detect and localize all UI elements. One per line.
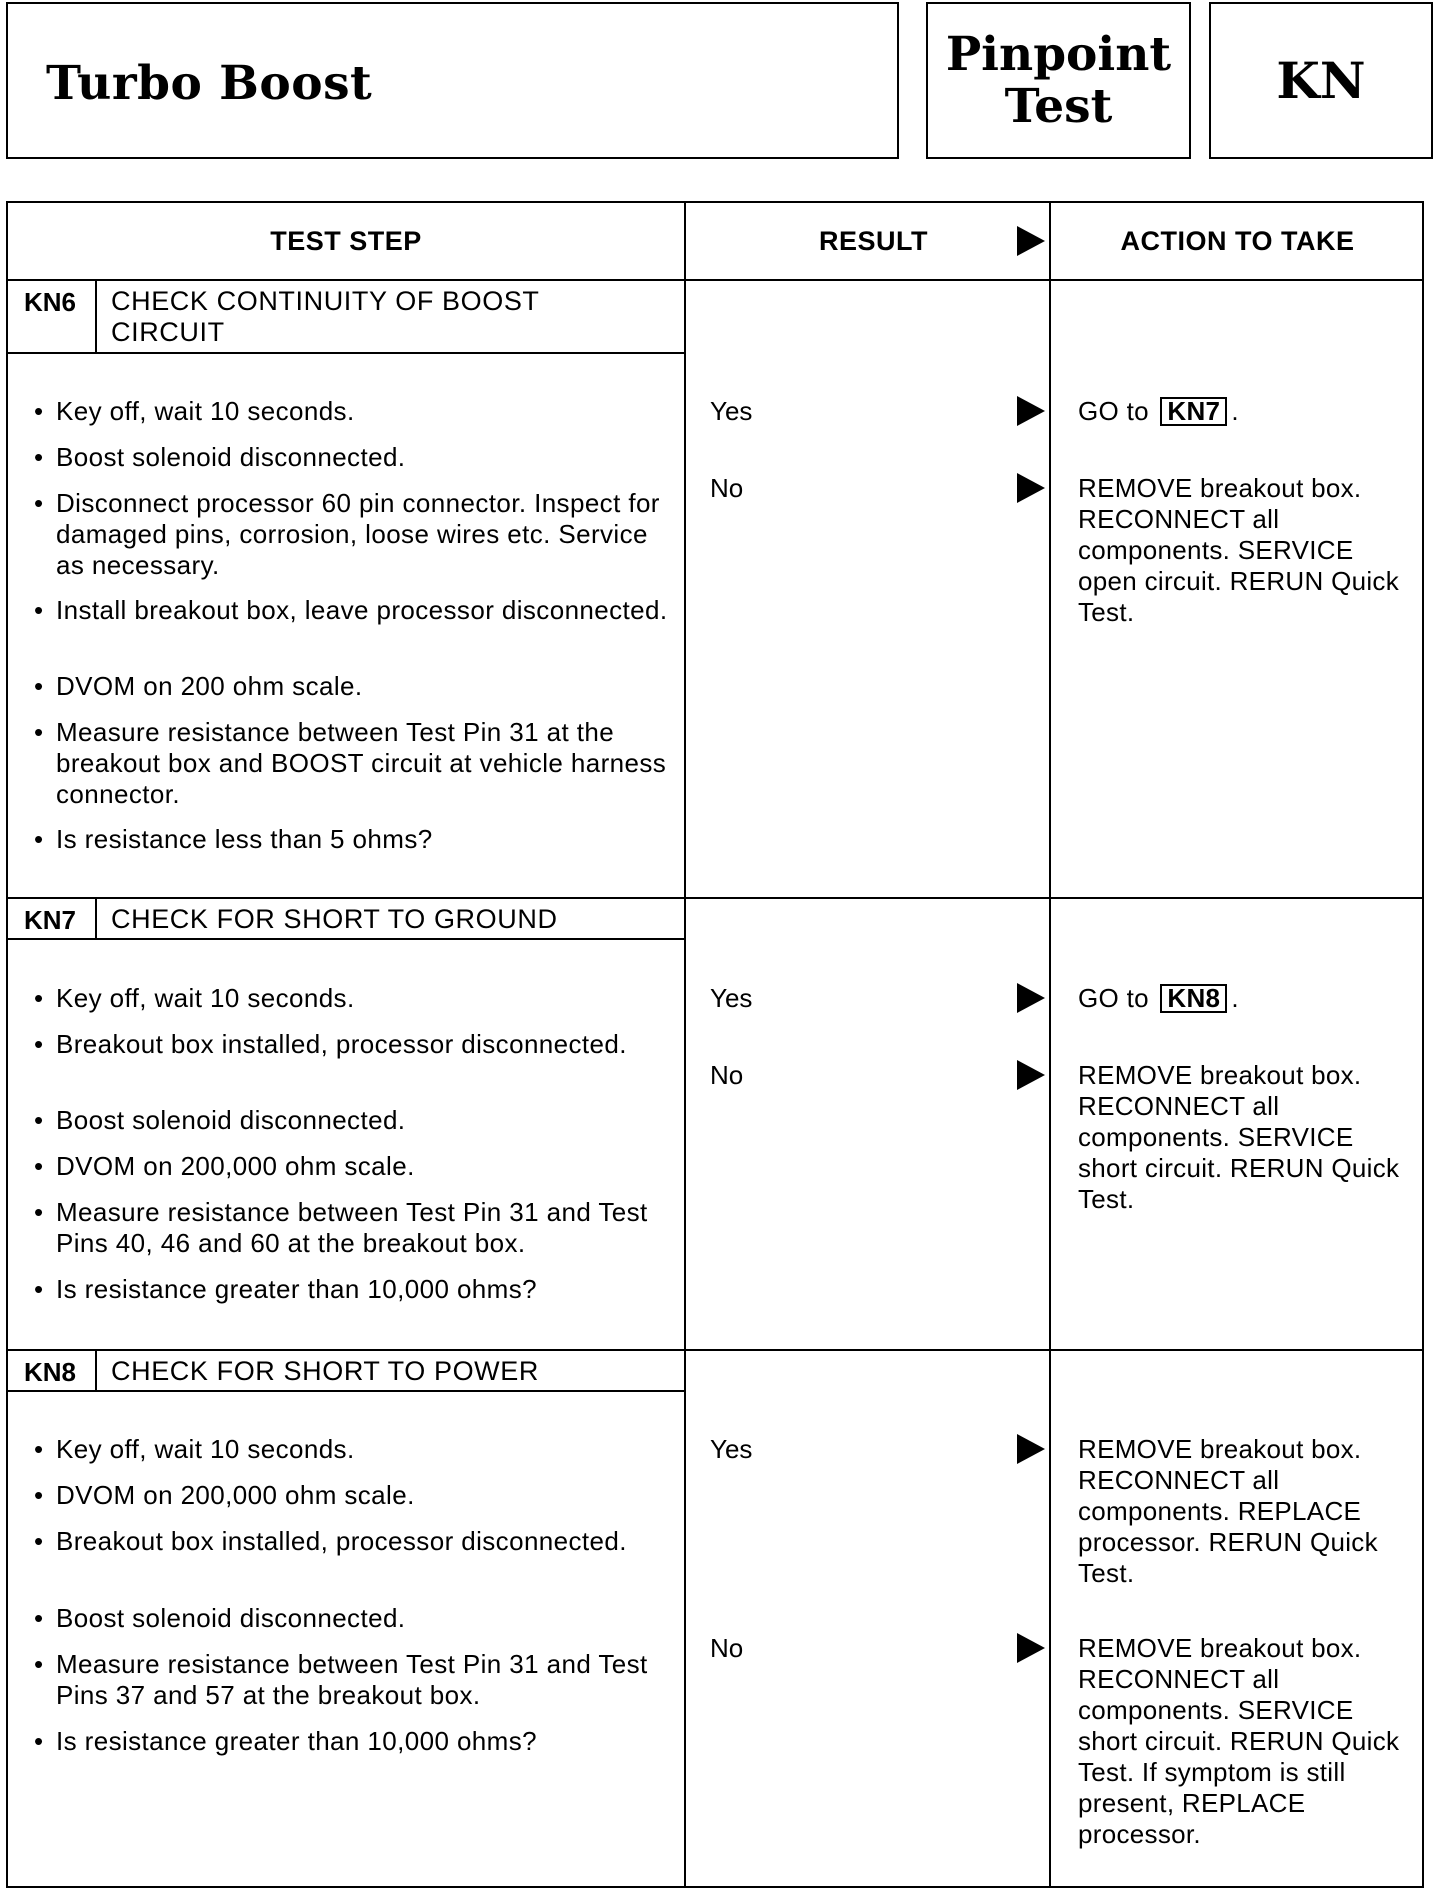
step-bullet: • Disconnect processor 60 pin connector. Inspect for damaged pins, corrosion, loose wires etc. Service as necessary.	[34, 488, 674, 581]
result-yes: Yes	[710, 1434, 753, 1464]
step-id-divider	[95, 1351, 97, 1391]
column-header-action: ACTION TO TAKE	[1120, 225, 1355, 256]
step-bullet: • Boost solenoid disconnected.	[34, 1105, 674, 1136]
action-text: REMOVE breakout box. RECONNECT all components. SERVICE short circuit. RERUN Quick Test.	[1078, 1060, 1400, 1214]
step-title-divider	[8, 938, 684, 940]
step-bullet: • Boost solenoid disconnected.	[34, 442, 674, 473]
action-go-to	[1078, 396, 1418, 427]
result-no: No	[710, 1633, 744, 1663]
page-title: Turbo Boost	[46, 56, 373, 111]
column-divider-2	[1049, 203, 1051, 1886]
step-bullet: • DVOM on 200,000 ohm scale.	[34, 1480, 674, 1511]
result-no: No	[710, 1060, 744, 1090]
step-divider	[8, 897, 1422, 899]
result-yes: Yes	[710, 983, 753, 1013]
step-title-divider	[8, 1390, 684, 1392]
step-id-divider	[95, 281, 97, 353]
step-bullet: • Is resistance greater than 10,000 ohms?	[34, 1726, 674, 1757]
header-divider	[8, 279, 1422, 281]
step-bullet: • Measure resistance between Test Pin 31 and Test Pins 40, 46 and 60 at the breakout box.	[34, 1197, 674, 1259]
arrow-icon	[1017, 983, 1045, 1013]
column-header-test-step: TEST STEP	[270, 225, 422, 256]
pinpoint-test-table	[6, 201, 1424, 1888]
step-bullet: • Boost solenoid disconnected.	[34, 1603, 674, 1634]
arrow-icon	[1017, 473, 1045, 503]
step-bullet: • Measure resistance between Test Pin 31 and Test Pins 37 and 57 at the breakout box.	[34, 1649, 674, 1711]
column-header-result: RESULT	[819, 225, 928, 256]
action-text: REMOVE breakout box. RECONNECT all components. REPLACE processor. RERUN Quick Test.	[1078, 1434, 1378, 1588]
step-bullet: • DVOM on 200 ohm scale.	[34, 671, 674, 702]
step-title: CHECK CONTINUITY OF BOOST CIRCUIT	[111, 286, 540, 347]
action-suffix: .	[1231, 396, 1239, 426]
arrow-icon	[1017, 396, 1045, 426]
step-bullet: • Breakout box installed, processor disconnected.	[34, 1029, 674, 1060]
step-bullet: • Key off, wait 10 seconds.	[34, 1434, 674, 1465]
step-title: CHECK FOR SHORT TO GROUND	[111, 904, 558, 934]
header-arrow-icon	[1017, 226, 1045, 256]
action-text: REMOVE breakout box. RECONNECT all components. SERVICE open circuit. RERUN Quick Test.	[1078, 473, 1400, 627]
step-bullet: • Measure resistance between Test Pin 31 at the breakout box and BOOST circuit at vehicle harness connector.	[34, 717, 674, 810]
action-suffix: .	[1231, 983, 1239, 1013]
step-bullet: • Key off, wait 10 seconds.	[34, 983, 674, 1014]
step-bullet: • Install breakout box, leave processor disconnected.	[34, 595, 674, 626]
step-bullet: • Is resistance less than 5 ohms?	[34, 824, 674, 855]
action-prefix: GO to	[1078, 396, 1149, 426]
arrow-icon	[1017, 1060, 1045, 1090]
step-bullet: • Is resistance greater than 10,000 ohms?	[34, 1274, 674, 1305]
step-bullet: • Key off, wait 10 seconds.	[34, 396, 674, 427]
title-box	[6, 2, 899, 159]
action-go-to	[1078, 983, 1418, 1014]
arrow-icon	[1017, 1633, 1045, 1663]
step-id: KN6	[24, 287, 77, 317]
step-divider	[8, 1349, 1422, 1351]
pinpoint-test-label: Pinpoint Test	[926, 2, 1191, 159]
step-id: KN8	[24, 1357, 77, 1387]
result-yes: Yes	[710, 396, 753, 426]
column-divider-1	[684, 203, 686, 1886]
step-reference-kn8: KN8	[1160, 984, 1227, 1013]
step-reference-kn7: KN7	[1160, 397, 1227, 426]
action-text: REMOVE breakout box. RECONNECT all components. SERVICE short circuit. RERUN Quick Test. If symptom is still present, REPLACE processor.	[1078, 1633, 1400, 1849]
step-bullet: • Breakout box installed, processor disconnected.	[34, 1526, 674, 1557]
step-title: CHECK FOR SHORT TO POWER	[111, 1356, 539, 1386]
arrow-icon	[1017, 1434, 1045, 1464]
result-no: No	[710, 473, 744, 503]
action-prefix: GO to	[1078, 983, 1149, 1013]
step-id: KN7	[24, 905, 77, 935]
step-id-divider	[95, 899, 97, 939]
step-bullet: • DVOM on 200,000 ohm scale.	[34, 1151, 674, 1182]
test-code: KN	[1209, 2, 1433, 159]
step-title-divider	[8, 352, 684, 354]
